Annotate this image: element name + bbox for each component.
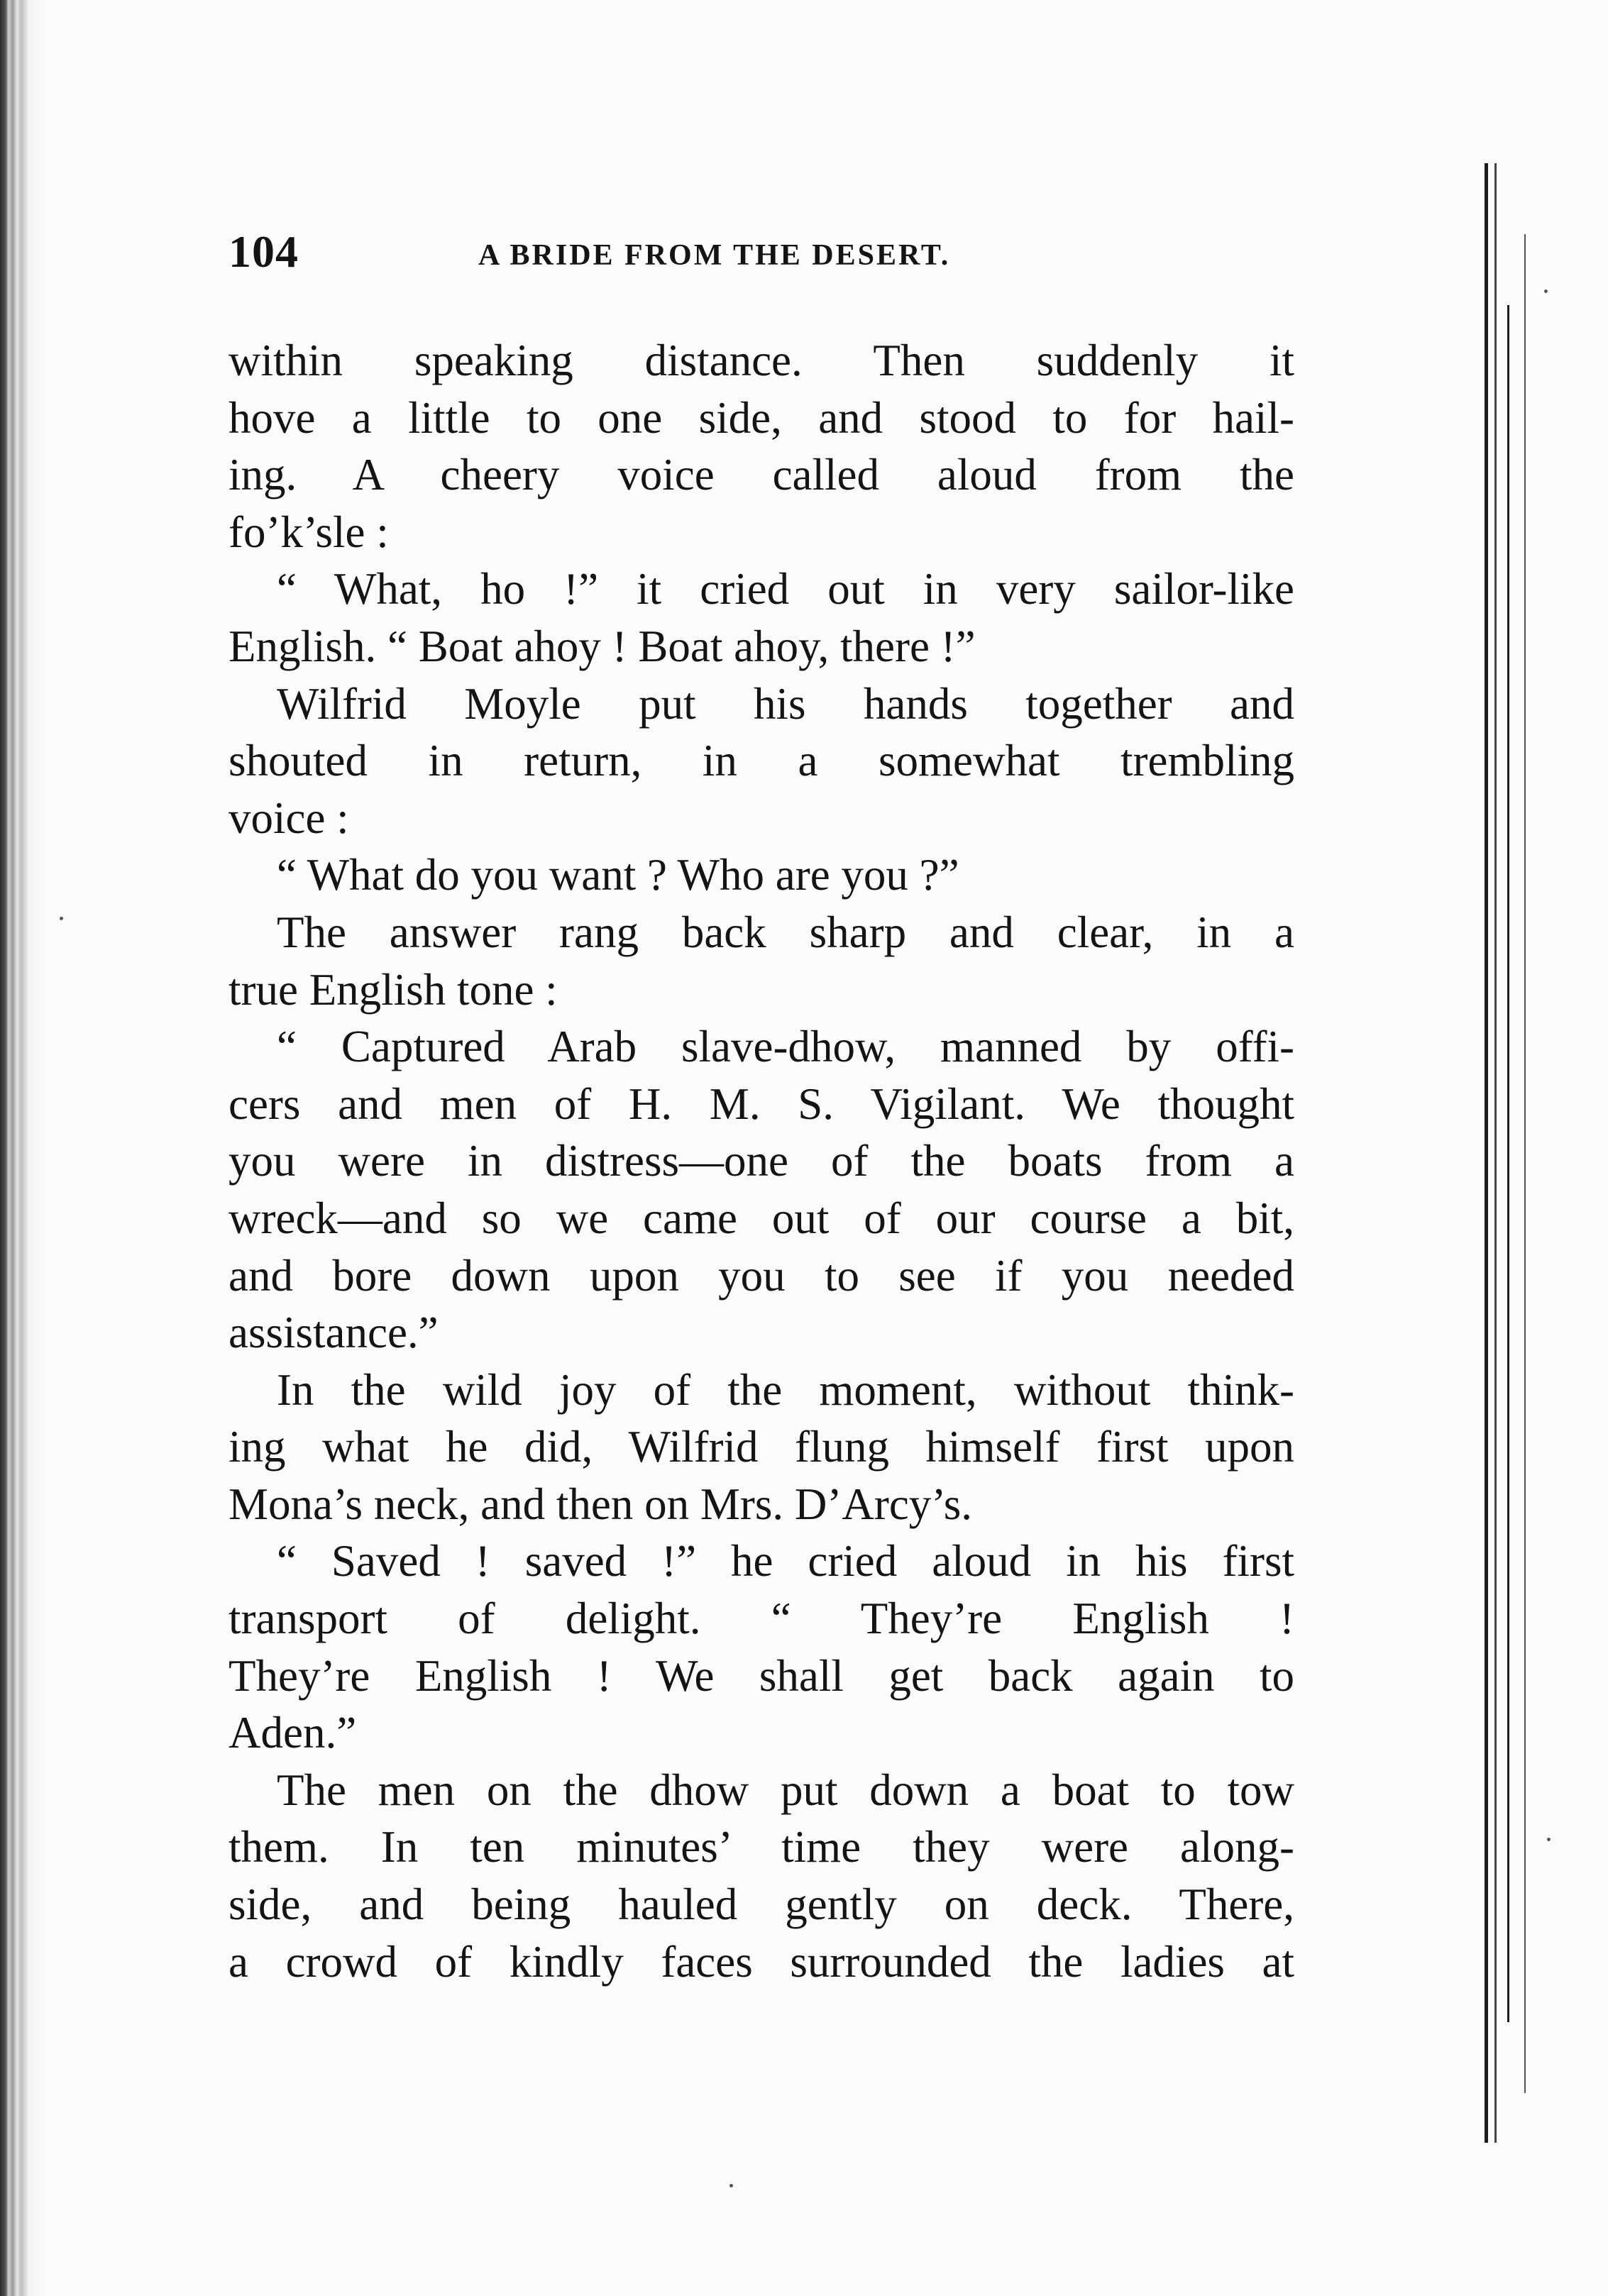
text-line: In the wild joy of the moment, without think-: [277, 1364, 1294, 1415]
text-line: voice :: [228, 793, 349, 843]
page-header: [228, 226, 1293, 282]
running-head: A BRIDE FROM THE DESERT.: [478, 239, 951, 272]
page-binding-edge: [0, 0, 50, 2296]
page-edge-rule: [1494, 163, 1497, 2143]
text-line: Wilfrid Moyle put his hands together and: [277, 678, 1294, 729]
scan-speck: [1544, 289, 1548, 293]
text-line: The answer rang back sharp and clear, in a: [277, 907, 1294, 957]
body-text: [228, 332, 1294, 1990]
text-line: within speaking distance. Then suddenly it: [228, 336, 1294, 385]
text-line: shouted in return, in a somewhat trembling: [228, 736, 1294, 786]
text-line: “ What, ho !” it cried out in very sailor-like: [277, 564, 1294, 614]
text-line: “ What do you want ? Who are you ?”: [277, 850, 959, 900]
text-line: They’re English ! We shall get back again to: [228, 1650, 1294, 1701]
text-line: ing what he did, Wilfrid flung himself first upon: [228, 1422, 1294, 1472]
text-line: cers and men of H. M. S. Vigilant. We thought: [228, 1078, 1294, 1129]
text-line: them. In ten minutes’ time they were along-: [228, 1822, 1294, 1872]
text-line: a crowd of kindly faces surrounded the ladies at: [228, 1936, 1294, 1987]
text-line: and bore down upon you to see if you needed: [228, 1250, 1294, 1301]
text-line: English. “ Boat ahoy ! Boat ahoy, there !”: [228, 621, 976, 671]
text-line: hove a little to one side, and stood to for hail-: [228, 392, 1294, 443]
page-edge-rule: [1507, 305, 1509, 2022]
text-line: true English tone :: [228, 964, 558, 1015]
text-line: “ Saved ! saved !” he cried aloud in his first: [277, 1536, 1294, 1586]
text-line: Aden.”: [228, 1708, 357, 1758]
page-number: 104: [228, 226, 299, 277]
page-edge-rule: [1524, 234, 1526, 2093]
scan-speck: [1547, 1838, 1551, 1841]
text-line: Mona’s neck, and then on Mrs. D’Arcy’s.: [228, 1479, 973, 1529]
scan-speck: [60, 917, 63, 920]
scan-speck: [729, 2184, 733, 2187]
text-line: ing. A cheery voice called aloud from the: [228, 450, 1294, 500]
text-line: “ Captured Arab slave-dhow, manned by offi-: [277, 1022, 1294, 1072]
text-line: side, and being hauled gently on deck. There,: [228, 1880, 1294, 1930]
text-line: wreck—and so we came out of our course a bit,: [228, 1193, 1294, 1243]
page-edge-rule: [1485, 163, 1488, 2143]
text-line: The men on the dhow put down a boat to tow: [277, 1765, 1294, 1815]
text-line: assistance.”: [228, 1308, 439, 1358]
text-line: fo’k’sle :: [228, 507, 389, 557]
text-line: transport of delight. “ They’re English !: [228, 1594, 1294, 1644]
text-line: you were in distress—one of the boats from a: [228, 1136, 1294, 1186]
